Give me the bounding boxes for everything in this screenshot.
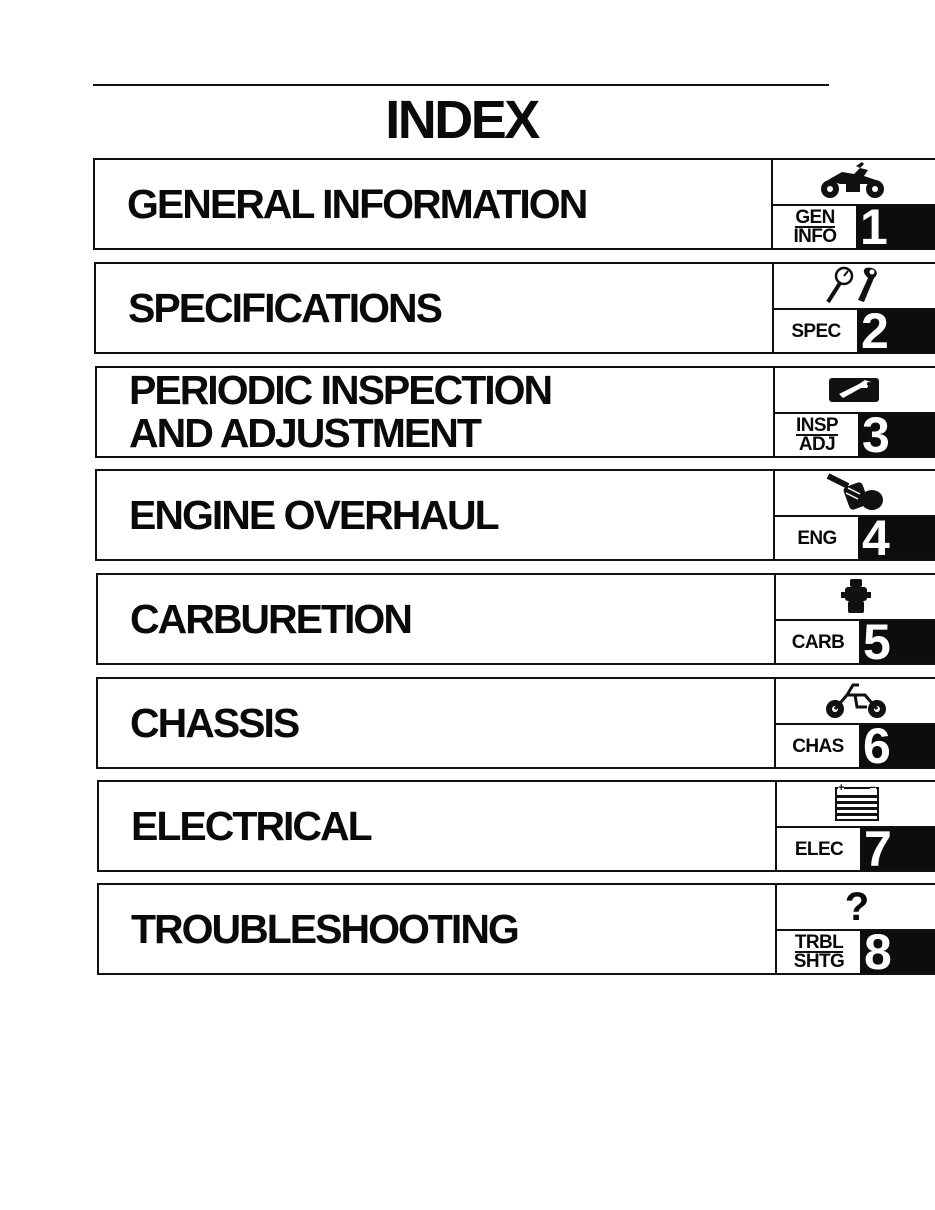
- tab-number: 4: [858, 517, 935, 559]
- question-mark-icon: [777, 885, 935, 929]
- carburetor-icon: [776, 575, 935, 619]
- section-tab[interactable]: [773, 469, 935, 561]
- battery-minus-glyph: −: [869, 782, 876, 794]
- section-electrical[interactable]: [97, 780, 935, 872]
- section-title: SPECIFICATIONS: [128, 284, 441, 331]
- section-tab[interactable]: [774, 677, 935, 769]
- section-troubleshooting[interactable]: [97, 883, 935, 975]
- tab-code-line-1: TRBL: [794, 932, 844, 953]
- section-specifications[interactable]: [94, 262, 935, 354]
- tab-number: 5: [859, 621, 935, 663]
- hand-wrench-icon: [775, 368, 935, 412]
- gauge-wrench-icon: [774, 264, 934, 308]
- tab-code-line-2: ADJ: [798, 434, 836, 455]
- tab-code: [779, 932, 859, 973]
- section-title: ENGINE OVERHAUL: [129, 491, 498, 538]
- tab-number: 6: [859, 725, 935, 767]
- section-title: CHASSIS: [130, 699, 299, 746]
- section-title: ELECTRICAL: [131, 802, 371, 849]
- tab-number: 3: [858, 414, 935, 456]
- tab-number: 7: [860, 828, 935, 870]
- piston-icon: [775, 471, 935, 515]
- tab-code: [775, 207, 855, 248]
- section-tab[interactable]: [775, 780, 935, 872]
- page-title: INDEX: [385, 90, 538, 150]
- section-chassis[interactable]: [96, 677, 935, 769]
- section-tab[interactable]: [772, 262, 935, 354]
- atv-icon: [773, 160, 933, 204]
- section-title: GENERAL INFORMATION: [127, 180, 587, 227]
- tab-code: SPEC: [791, 320, 841, 342]
- tab-number: 2: [857, 310, 935, 352]
- section-tab[interactable]: [771, 158, 935, 250]
- tab-code: CARB: [791, 631, 845, 653]
- tab-code: ENG: [797, 527, 837, 549]
- chassis-atv-icon: [776, 679, 935, 723]
- top-rule: [93, 84, 829, 86]
- tab-code-line-1: GEN: [795, 207, 835, 228]
- section-title: PERIODIC INSPECTION AND ADJUSTMENT: [129, 367, 552, 456]
- section-tab[interactable]: [775, 883, 935, 975]
- tab-code-line-1: INSP: [796, 415, 838, 436]
- battery-icon: [777, 782, 935, 826]
- tab-code-line-2: SHTG: [793, 951, 845, 972]
- tab-code-line-2: INFO: [793, 226, 837, 247]
- tab-number: 1: [856, 206, 935, 248]
- section-title: TROUBLESHOOTING: [131, 905, 518, 952]
- tab-number: 8: [860, 931, 935, 973]
- section-title: CARBURETION: [130, 595, 411, 642]
- section-general-information[interactable]: [93, 158, 935, 250]
- section-tab[interactable]: [773, 366, 935, 458]
- section-engine-overhaul[interactable]: [95, 469, 935, 561]
- section-carburetion[interactable]: [96, 573, 935, 665]
- section-tab[interactable]: [774, 573, 935, 665]
- tab-code: CHAS: [792, 735, 844, 757]
- question-glyph: ?: [844, 885, 870, 929]
- battery-plus-glyph: +: [838, 782, 845, 794]
- tab-code: ELEC: [794, 838, 844, 860]
- tab-code: [777, 415, 857, 456]
- section-periodic-inspection[interactable]: [95, 366, 935, 458]
